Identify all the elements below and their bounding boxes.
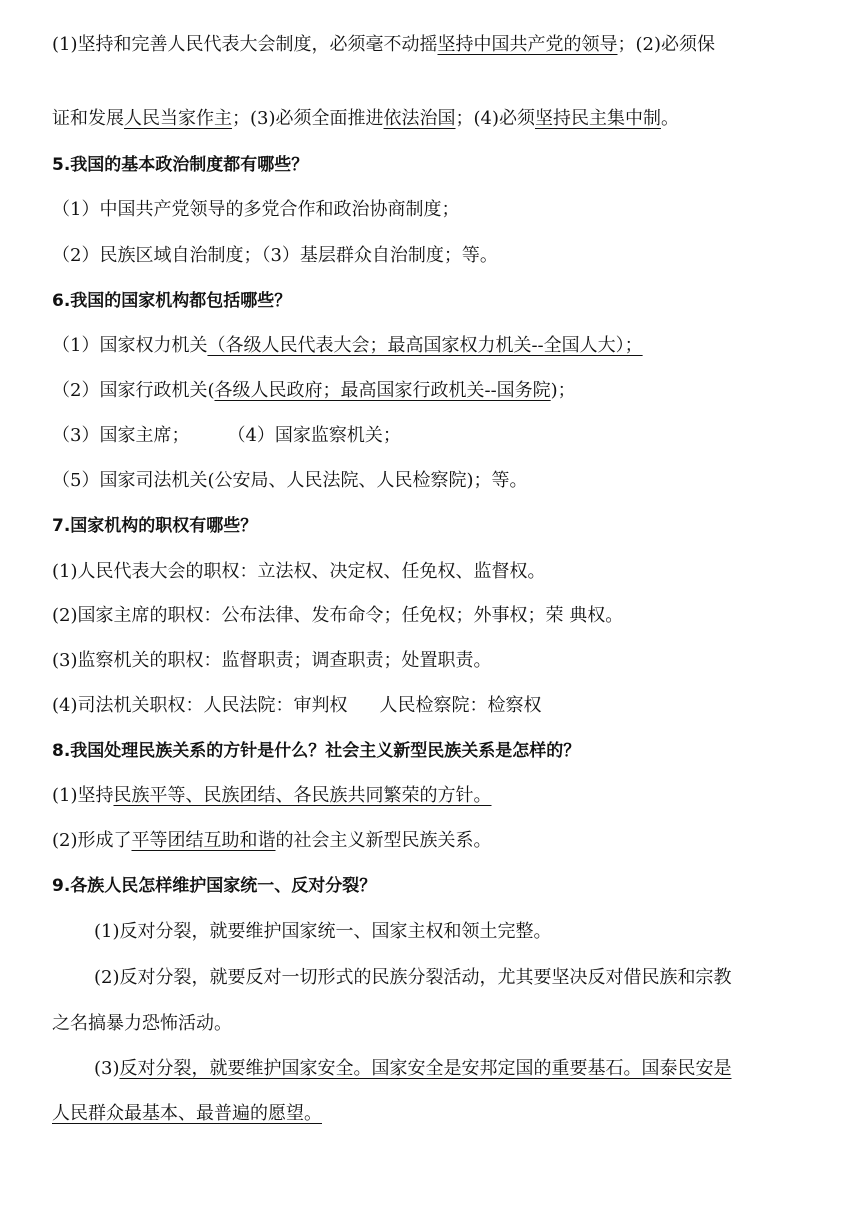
underlined-text: 人民当家作主 <box>124 108 232 129</box>
text-segment: 人民检察院：检察权 <box>379 695 542 716</box>
answer-line: (2)反对分裂，就要反对一切形式的民族分裂活动，尤其要坚决反对借民族和宗教 <box>94 967 732 988</box>
text-segment: (2)形成了 <box>52 830 132 851</box>
text-segment: ；(2)必须保 <box>617 34 715 55</box>
text-segment: 的社会主义新型民族关系。 <box>275 830 492 851</box>
paragraph-line <box>52 107 679 131</box>
text-segment: 证和发展 <box>52 108 124 129</box>
underlined-text: 依法治国 <box>383 108 456 129</box>
underlined-text: 平等团结互助和谐 <box>131 830 276 851</box>
text-segment: (1)坚持 <box>52 785 114 806</box>
answer-line <box>52 829 492 853</box>
underlined-text: 民族平等、民族团结、各民族共同繁荣的方针。 <box>113 785 492 806</box>
answer-line <box>52 379 576 403</box>
text-segment: (3) <box>94 1058 120 1079</box>
text-segment: )； <box>550 380 576 401</box>
answer-line: (2)国家主席的职权：公布法律、发布命令；任免权；外事权；荣 典权。 <box>52 605 624 626</box>
answer-line: (1)反对分裂，就要维护国家统一、国家主权和领土完整。 <box>94 921 552 942</box>
answer-line <box>52 334 643 358</box>
answer-line <box>52 694 542 718</box>
question-9-heading: 9.各族人民怎样维护国家统一、反对分裂？ <box>52 876 377 896</box>
text-segment: ；(4)必须 <box>455 108 535 129</box>
answer-line: (3)监察机关的职权：监督职责；调查职责；处置职责。 <box>52 650 492 671</box>
underlined-text: 坚持民主集中制 <box>535 108 661 129</box>
answer-line: （5）国家司法机关(公安局、人民法院、人民检察院)；等。 <box>52 470 528 491</box>
answer-line <box>52 784 492 808</box>
text-segment: （2）国家行政机关( <box>52 380 215 401</box>
answer-line <box>52 424 401 448</box>
question-6-heading: 6.我国的国家机构都包括哪些？ <box>52 291 292 311</box>
answer-line: （1）中国共产党领导的多党合作和政治协商制度； <box>52 199 460 220</box>
answer-line <box>52 1102 322 1126</box>
underlined-text: 坚持中国共产党的领导 <box>437 34 618 55</box>
answer-line <box>94 1057 732 1081</box>
paragraph-line <box>52 33 715 57</box>
underlined-text: （各级人民代表大会；最高国家权力机关--全国人大）； <box>207 335 643 356</box>
text-segment: （3）国家主席； <box>52 425 190 446</box>
question-7-heading: 7.国家机构的职权有哪些？ <box>52 516 258 536</box>
underlined-text: 人民群众最基本、最普遍的愿望。 <box>52 1103 322 1124</box>
text-segment: 。 <box>661 108 679 129</box>
question-8-heading: 8.我国处理民族关系的方针是什么？社会主义新型民族关系是怎样的？ <box>52 741 581 761</box>
text-segment: ；(3)必须全面推进 <box>232 108 384 129</box>
answer-line: （2）民族区域自治制度；（3）基层群众自治制度；等。 <box>52 245 498 266</box>
underlined-text: 反对分裂，就要维护国家安全。国家安全是安邦定国的重要基石。国泰民安是 <box>119 1058 732 1079</box>
text-segment: (4)司法机关职权：人民法院：审判权 <box>52 695 348 716</box>
underlined-text: 各级人民政府；最高国家行政机关--国务院 <box>214 380 551 401</box>
answer-line: 之名搞暴力恐怖活动。 <box>52 1013 232 1034</box>
text-segment: （1）国家权力机关 <box>52 335 208 356</box>
answer-line: (1)人民代表大会的职权：立法权、决定权、任免权、监督权。 <box>52 561 546 582</box>
text-segment: (1)坚持和完善人民代表大会制度，必须毫不动摇 <box>52 34 438 55</box>
text-segment: （4）国家监察机关； <box>227 425 401 446</box>
question-5-heading: 5.我国的基本政治制度都有哪些？ <box>52 155 309 175</box>
